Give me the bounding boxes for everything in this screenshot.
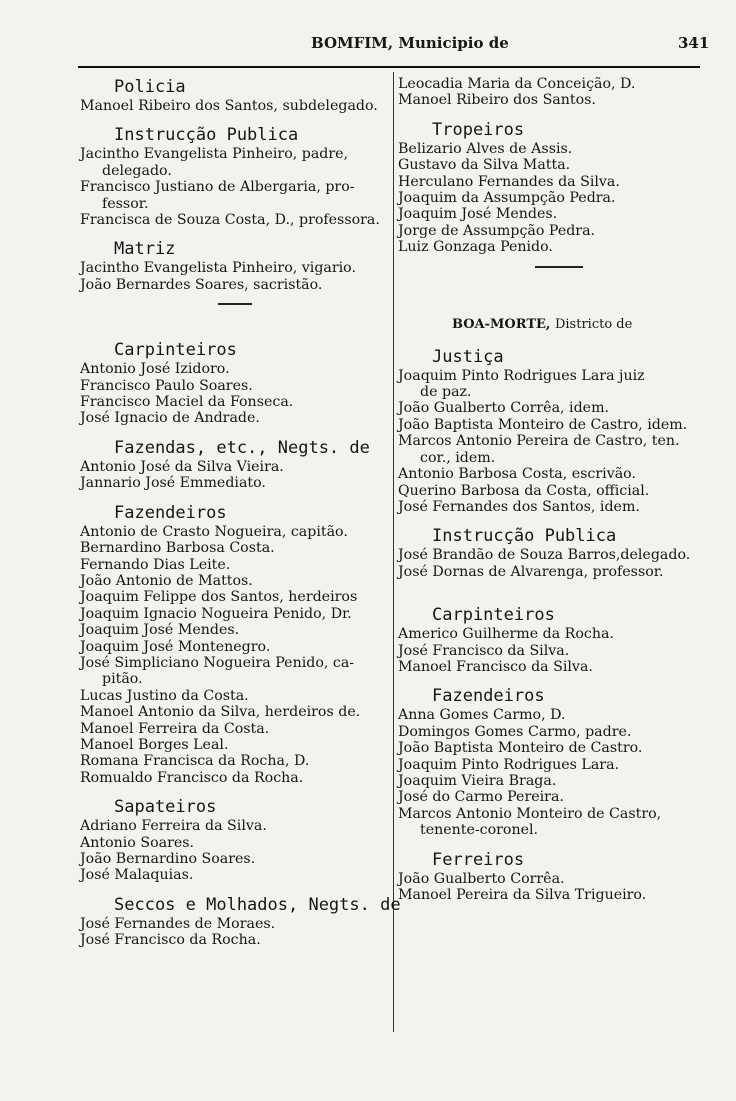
list-item: Belizario Alves de Assis. [398, 140, 573, 157]
list-item: Joaquim Ignacio Nogueira Penido, Dr. [80, 605, 352, 622]
list-item: José Francisco da Silva. [398, 642, 570, 659]
list-item: Jacintho Evangelista Pinheiro, padre, [80, 146, 349, 163]
section-separator [535, 266, 583, 268]
list-item: Fernando Dias Leite. [80, 556, 231, 573]
list-item: Manoel Francisco da Silva. [398, 658, 593, 675]
section-heading: Policia [114, 77, 186, 97]
list-item: Joaquim Pinto Rodrigues Lara. [398, 756, 620, 773]
list-item: Francisco Paulo Soares. [80, 377, 253, 394]
section-heading: Instrucção Publica [432, 526, 617, 547]
list-item: José do Carmo Pereira. [398, 789, 564, 806]
section-heading: Ferreiros [432, 849, 525, 870]
list-item: Antonio Barbosa Costa, escrivão. [398, 466, 636, 483]
list-item: Francisco Maciel da Fonseca. [80, 394, 294, 411]
list-item: Joaquim José Mendes. [398, 206, 558, 223]
section-heading: Fazendas, etc., Negts. de [114, 437, 370, 458]
list-item: Antonio de Crasto Nogueira, capitão. [80, 523, 348, 540]
list-item: Herculano Fernandes da Silva. [398, 173, 620, 190]
list-item: Antonio Soares. [80, 834, 195, 851]
list-item: Manoel Pereira da Silva Trigueiro. [398, 887, 647, 903]
list-item: Gustavo da Silva Matta. [398, 157, 571, 174]
section-heading: Carpinteiros [114, 340, 237, 361]
list-item: Jacintho Evangelista Pinheiro, vigario. [80, 260, 356, 277]
list-item: Marcos Antonio Pereira de Castro, ten. [398, 433, 680, 450]
section-heading: Sapateiros [114, 797, 217, 818]
list-item: Francisca de Souza Costa, D., professora. [80, 212, 380, 229]
list-item: Jorge de Assumpção Pedra. [398, 222, 596, 239]
list-item: Domingos Gomes Carmo, padre. [398, 723, 632, 740]
section-heading: Justiça [432, 346, 504, 367]
page-header [0, 28, 736, 62]
list-item: Manoel Ribeiro dos Santos, subdelegado. [80, 98, 378, 114]
list-item: Querino Barbosa da Costa, official. [398, 482, 650, 499]
list-item: Manoel Ferreira da Costa. [80, 720, 270, 737]
section-heading: Seccos e Molhados, Negts. de [114, 894, 401, 915]
list-item: Leocadia Maria da Conceição, D. [398, 76, 636, 92]
list-item: José Dornas de Alvarenga, professor. [398, 563, 664, 580]
list-item: Joaquim Pinto Rodrigues Lara juiz [398, 367, 645, 384]
list-item: Joaquim Vieira Braga. [398, 772, 557, 789]
list-item: Joaquim José Mendes. [80, 622, 240, 639]
list-item: Francisco Justiano de Albergaria, pro- [80, 179, 355, 196]
list-item: Romana Francisca da Rocha, D. [80, 753, 310, 770]
column-divider [393, 72, 394, 1032]
section-heading: Tropeiros [432, 119, 525, 140]
section-heading: Instrucção Publica [114, 125, 299, 146]
section-heading: Fazendeiros [114, 502, 227, 523]
list-item: José Simpliciano Nogueira Penido, ca- [80, 654, 355, 671]
list-item: Joaquim Felippe dos Santos, herdeiros [80, 589, 358, 606]
list-item: Joaquim José Montenegro. [80, 638, 271, 655]
list-item: João Antonio de Mattos. [80, 572, 253, 589]
list-item: Manoel Ribeiro dos Santos. [398, 92, 596, 109]
list-item: José Fernandes de Moraes. [80, 915, 276, 932]
right-column [398, 76, 720, 903]
list-item: José Ignacio de Andrade. [80, 410, 260, 427]
list-item: Bernardino Barbosa Costa. [80, 540, 275, 557]
list-item: João Gualberto Corrêa, idem. [398, 400, 610, 417]
list-item: Antonio José da Silva Vieira. [80, 458, 284, 475]
section-heading: Matriz [114, 239, 176, 260]
page-title: BOMFIM, Municipio de [311, 34, 509, 52]
list-item: Americo Guilherme da Rocha. [398, 626, 614, 643]
district-suffix: Districto de [554, 316, 633, 332]
list-item: José Francisco da Rocha. [80, 932, 261, 949]
list-item: João Gualberto Corrêa. [398, 870, 565, 887]
section-separator [218, 303, 252, 305]
list-item: João Bernardes Soares, sacristão. [80, 276, 323, 293]
list-item: fessor. [102, 195, 149, 212]
list-item: Luiz Gonzaga Penido. [398, 239, 553, 256]
left-column [80, 76, 401, 949]
list-item: Adriano Ferreira da Silva. [80, 818, 267, 835]
district-heading [398, 314, 720, 336]
list-item: João Bernardino Soares. [80, 851, 256, 867]
list-item: João Baptista Monteiro de Castro. [398, 740, 643, 757]
list-item: Romualdo Francisco da Rocha. [80, 769, 304, 786]
list-item: delegado. [102, 162, 172, 179]
list-item: Manoel Antonio da Silva, herdeiros de. [80, 704, 361, 721]
list-item: Lucas Justino da Costa. [80, 687, 249, 704]
list-item: cor., idem. [420, 449, 496, 466]
list-item: José Fernandes dos Santos, idem. [398, 498, 640, 515]
list-item: José Malaquias. [80, 867, 194, 884]
list-item: pitão. [102, 671, 143, 688]
list-item: de paz. [420, 384, 472, 401]
section-heading: Carpinteiros [432, 605, 555, 626]
list-item: Jannario José Emmediato. [80, 475, 266, 492]
section-heading: Fazendeiros [432, 686, 545, 707]
list-item: João Baptista Monteiro de Castro, idem. [398, 416, 688, 433]
list-item: José Brandão de Souza Barros,delegado. [398, 547, 691, 564]
district-name: BOA-MORTE, [452, 316, 551, 332]
list-item: Joaquim da Assumpção Pedra. [398, 190, 616, 207]
page-number: 341 [678, 34, 710, 52]
list-item: Manoel Borges Leal. [80, 736, 229, 753]
list-item: tenente-coronel. [420, 822, 539, 839]
list-item: Marcos Antonio Monteiro de Castro, [398, 805, 662, 822]
header-rule [78, 66, 700, 68]
list-item: Antonio José Izidoro. [80, 361, 230, 378]
list-item: Anna Gomes Carmo, D. [398, 707, 566, 724]
